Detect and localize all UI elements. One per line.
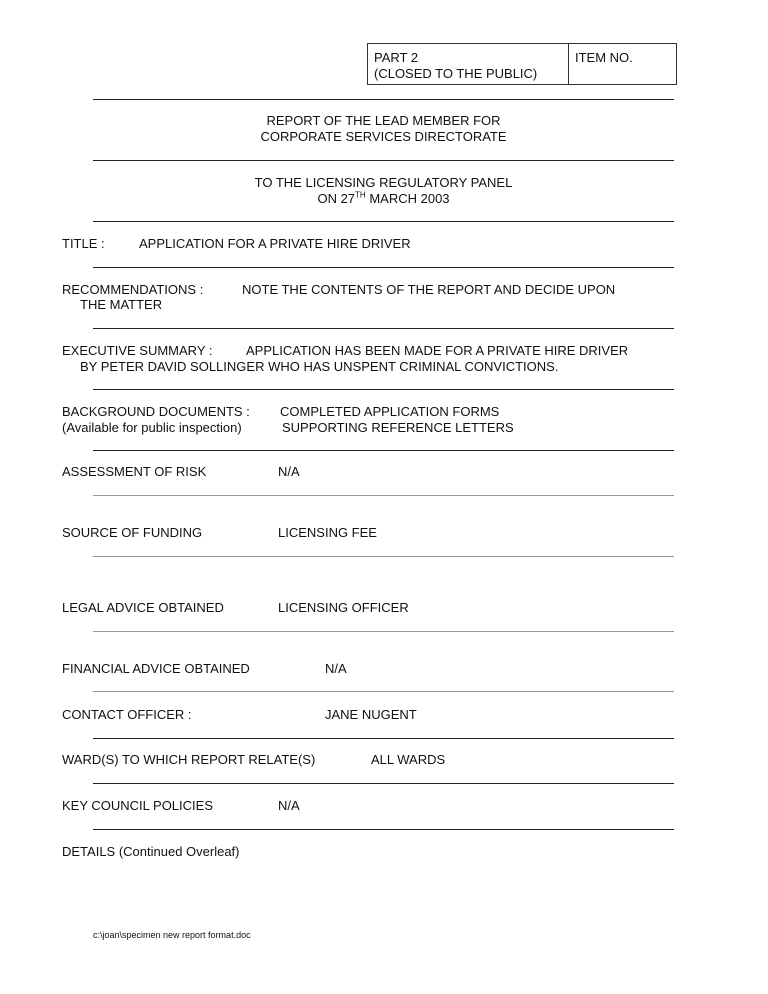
divider (93, 267, 674, 268)
divider (93, 495, 674, 496)
key-policies-value: N/A (278, 798, 300, 813)
divider (93, 783, 674, 784)
recommendations-value-cont: THE MATTER (80, 297, 163, 312)
report-of-line1: REPORT OF THE LEAD MEMBER FOR (266, 113, 501, 128)
legal-advice-label: LEGAL ADVICE OBTAINED (62, 600, 224, 615)
executive-summary-value-cont: BY PETER DAVID SOLLINGER WHO HAS UNSPENT CRIMINAL CONVICTIONS. (80, 359, 559, 374)
divider (93, 691, 674, 692)
part-label: PART 2 (374, 50, 419, 65)
part-item-box (367, 43, 677, 85)
assessment-of-risk-value: N/A (278, 464, 300, 479)
divider (93, 829, 674, 830)
meeting-date (93, 191, 674, 207)
divider (93, 99, 674, 100)
date-rest: MARCH 2003 (365, 191, 450, 206)
assessment-of-risk-label: ASSESSMENT OF RISK (62, 464, 207, 479)
box-divider (568, 44, 569, 84)
background-sublabel: (Available for public inspection) (62, 420, 242, 435)
recommendations-value: NOTE THE CONTENTS OF THE REPORT AND DECIDE UPON (242, 282, 616, 297)
executive-summary-label: EXECUTIVE SUMMARY : (62, 343, 213, 358)
executive-summary-value: APPLICATION HAS BEEN MADE FOR A PRIVATE HIRE DRIVER (246, 343, 629, 358)
divider (93, 738, 674, 739)
title-value: APPLICATION FOR A PRIVATE HIRE DRIVER (139, 236, 411, 251)
divider (93, 328, 674, 329)
report-of-line2: CORPORATE SERVICES DIRECTORATE (260, 129, 507, 144)
details-label: DETAILS (Continued Overleaf) (62, 844, 240, 859)
item-no-label: ITEM NO. (575, 50, 633, 65)
divider (93, 389, 674, 390)
key-policies-label: KEY COUNCIL POLICIES (62, 798, 213, 813)
contact-officer-label: CONTACT OFFICER : (62, 707, 192, 722)
contact-officer-value: JANE NUGENT (325, 707, 417, 722)
background-label: BACKGROUND DOCUMENTS : (62, 404, 250, 419)
recommendations-label: RECOMMENDATIONS : (62, 282, 204, 297)
footer-file-path: c:\joan\specimen new report format.doc (93, 930, 251, 940)
legal-advice-value: LICENSING OFFICER (278, 600, 409, 615)
divider (93, 160, 674, 161)
source-of-funding-label: SOURCE OF FUNDING (62, 525, 203, 540)
to-panel-line1: TO THE LICENSING REGULATORY PANEL (254, 175, 513, 190)
divider (93, 556, 674, 557)
background-value-cont: SUPPORTING REFERENCE LETTERS (282, 420, 514, 435)
divider (93, 450, 674, 451)
wards-label: WARD(S) TO WHICH REPORT RELATE(S) (62, 752, 316, 767)
financial-advice-label: FINANCIAL ADVICE OBTAINED (62, 661, 250, 676)
divider (93, 221, 674, 222)
source-of-funding-value: LICENSING FEE (278, 525, 377, 540)
financial-advice-value: N/A (325, 661, 347, 676)
divider (93, 631, 674, 632)
closed-label: (CLOSED TO THE PUBLIC) (374, 66, 538, 81)
wards-value: ALL WARDS (371, 752, 446, 767)
title-label: TITLE : (62, 236, 105, 251)
date-suffix: TH (355, 190, 366, 200)
date-prefix: ON 27 (317, 191, 356, 206)
background-value: COMPLETED APPLICATION FORMS (280, 404, 500, 419)
